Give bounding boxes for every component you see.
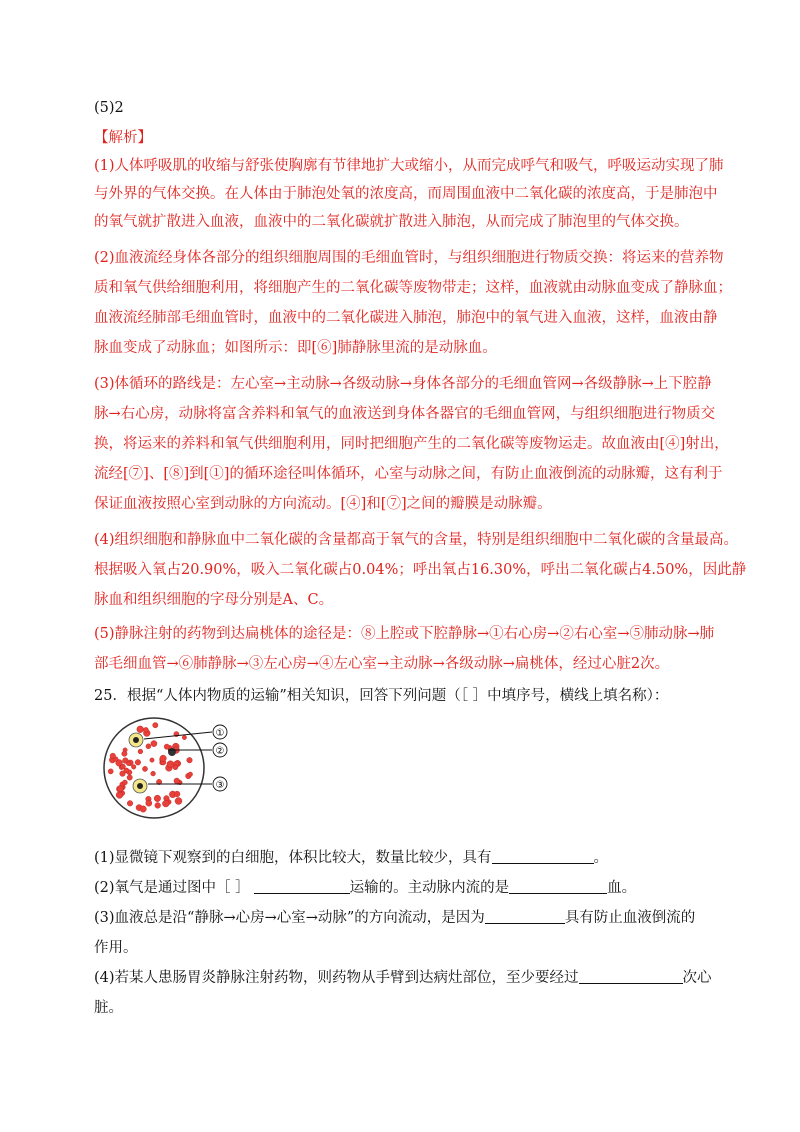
red-blood-cell — [151, 771, 156, 776]
question-stem: 25．根据“人体内物质的运输”相关知识，回答下列问题（［ ］中填序号，横线上填名称）： — [94, 688, 669, 704]
red-blood-cell — [187, 757, 193, 763]
red-blood-cell — [131, 765, 136, 770]
red-blood-cell — [126, 761, 131, 766]
question-3-text: (3)血液总是沿“静脉→心房→心室→动脉”的方向流动，是因为 — [94, 910, 485, 926]
red-blood-cell — [160, 755, 167, 762]
analysis-line: (2)血液流经身体各部分的组织细胞周围的毛细血管时，与组织细胞进行物质交换：将运来的营养物 — [94, 250, 724, 266]
analysis-label: 【解析】 — [94, 130, 152, 146]
question-4 — [94, 968, 714, 988]
question-4-mid: 次心 — [682, 970, 712, 986]
analysis-line: 脉→右心房，动脉将富含养料和氧气的血液送到身体各器官的毛细血管网，与组织细胞进行物质交 — [94, 406, 716, 422]
red-blood-cell — [143, 727, 148, 732]
question-2-text: (2)氧气是通过图中［ ］ — [94, 880, 250, 896]
red-blood-cell — [162, 800, 169, 807]
analysis-line: 血液流经肺部毛细血管时，血液中的二氧化碳进入肺泡，肺泡中的氧气进入血液，这样，血液由静 — [94, 310, 718, 326]
red-blood-cell — [110, 753, 116, 759]
analysis-line: 部毛细血管→⑥肺静脉→③左心房→④左心室→主动脉→各级动脉→扁桃体，经过心脏2次。 — [94, 656, 670, 672]
blood-smear-figure — [98, 712, 248, 824]
analysis-line: (4)组织细胞和静脉血中二氧化碳的含量都高于氧气的含量，特别是组织细胞中二氧化碳的含量最高。 — [94, 532, 739, 548]
analysis-line: 与外界的气体交换。在人体由于肺泡处氧的浓度高，而周围血液中二氧化碳的浓度高，于是肺泡中 — [94, 186, 718, 202]
analysis-line: 换，将运来的养料和氧气供细胞利用，同时把细胞产生的二氧化碳等废物运走。故血液由[④]射出， — [94, 436, 729, 452]
red-blood-cell — [121, 764, 126, 769]
analysis-line: 的氧气就扩散进入血液，血液中的二氧化碳就扩散进入肺泡，从而完成了肺泡里的气体交换。 — [94, 214, 689, 230]
question-3 — [94, 908, 714, 928]
red-blood-cell — [174, 791, 180, 797]
analysis-line: (3)体循环的路线是：左心室→主动脉→各级动脉→身体各部分的毛细血管网→各级静脉→上下腔静 — [94, 376, 712, 392]
answer-blank[interactable] — [485, 908, 565, 924]
red-blood-cell — [146, 744, 151, 749]
figure-label-3: ③ — [215, 780, 225, 791]
red-blood-cell — [137, 726, 144, 733]
answer-blank[interactable] — [492, 848, 594, 864]
red-blood-cell — [174, 778, 180, 784]
analysis-line: 保证血液按照心室到动脉的方向流动。[④]和[⑦]之间的瓣膜是动脉瓣。 — [94, 496, 552, 512]
analysis-line: (1)人体呼吸肌的收缩与舒张使胸廓有节律地扩大或缩小，从而完成呼气和吸气，呼吸运动实现了肺 — [94, 158, 724, 174]
red-blood-cell — [116, 792, 123, 799]
question-3-cont: 作用。 — [94, 940, 138, 956]
red-blood-cell — [175, 798, 182, 805]
question-2-mid: 运输的。主动脉内流的是 — [349, 880, 510, 896]
question-1 — [94, 848, 714, 868]
question-4-text: (4)若某人患肠胃炎静脉注射药物，则药物从手臂到达病灶部位，至少要经过 — [94, 970, 579, 986]
platelet — [168, 748, 176, 756]
red-blood-cell — [142, 766, 147, 771]
figure-label-1: ① — [215, 728, 225, 739]
analysis-line: (5)静脉注射的药物到达扁桃体的途径是：⑧上腔或下腔静脉→①右心房→②右心室→⑤肺动脉→肺 — [94, 626, 715, 642]
white-blood-cell-nucleus — [137, 783, 143, 789]
red-blood-cell — [122, 751, 127, 756]
answer-item-5: (5)2 — [94, 100, 124, 116]
question-1-end: 。 — [593, 850, 609, 866]
red-blood-cell — [135, 760, 141, 766]
analysis-line: 脉血和组织细胞的字母分别是A、C。 — [94, 592, 334, 608]
red-blood-cell — [182, 735, 186, 739]
red-blood-cell — [164, 744, 169, 749]
analysis-line: 流经[⑦]、[⑧]到[①]的循环途径叫体循环，心室与动脉之间，有防止血液倒流的动脉瓣，这有利于 — [94, 466, 723, 482]
red-blood-cell — [127, 801, 133, 807]
red-blood-cell — [146, 800, 152, 806]
red-blood-cell — [127, 775, 132, 780]
red-blood-cell — [151, 741, 157, 747]
red-blood-cell — [188, 772, 193, 777]
question-4-cont: 脏。 — [94, 1000, 123, 1016]
red-blood-cell — [108, 769, 113, 774]
red-blood-cell — [117, 786, 123, 792]
red-blood-cell — [173, 765, 178, 770]
question-3-mid: 具有防止血液倒流的 — [564, 910, 696, 926]
question-2 — [94, 878, 714, 898]
answer-blank[interactable] — [509, 878, 607, 894]
answer-blank[interactable] — [254, 878, 350, 894]
analysis-line: 脉血变成了动脉血；如图所示：即[⑥]肺静脉里流的是动脉血。 — [94, 340, 497, 356]
white-blood-cell-nucleus — [133, 737, 139, 743]
question-2-end: 血。 — [607, 880, 637, 896]
red-blood-cell — [155, 803, 161, 809]
red-blood-cell — [154, 795, 161, 802]
red-blood-cell — [138, 749, 143, 754]
red-blood-cell — [122, 780, 127, 785]
analysis-line: 根据吸入氧占20.90%，吸入二氧化碳占0.04%；呼出氧占16.30%，呼出二氧化碳占4.50%，因此静 — [94, 562, 747, 578]
analysis-line: 质和氧气供给细胞利用，将细胞产生的二氧化碳等废物带走；这样，血液就由动脉血变成了静脉血； — [94, 280, 732, 296]
red-blood-cell — [140, 806, 146, 812]
question-1-text: (1)显微镜下观察到的白细胞，体积比较大，数量比较少，具有 — [94, 850, 492, 866]
figure-label-2: ② — [215, 746, 225, 757]
red-blood-cell — [150, 758, 154, 762]
answer-blank[interactable] — [579, 968, 683, 984]
red-blood-cell — [153, 723, 158, 728]
